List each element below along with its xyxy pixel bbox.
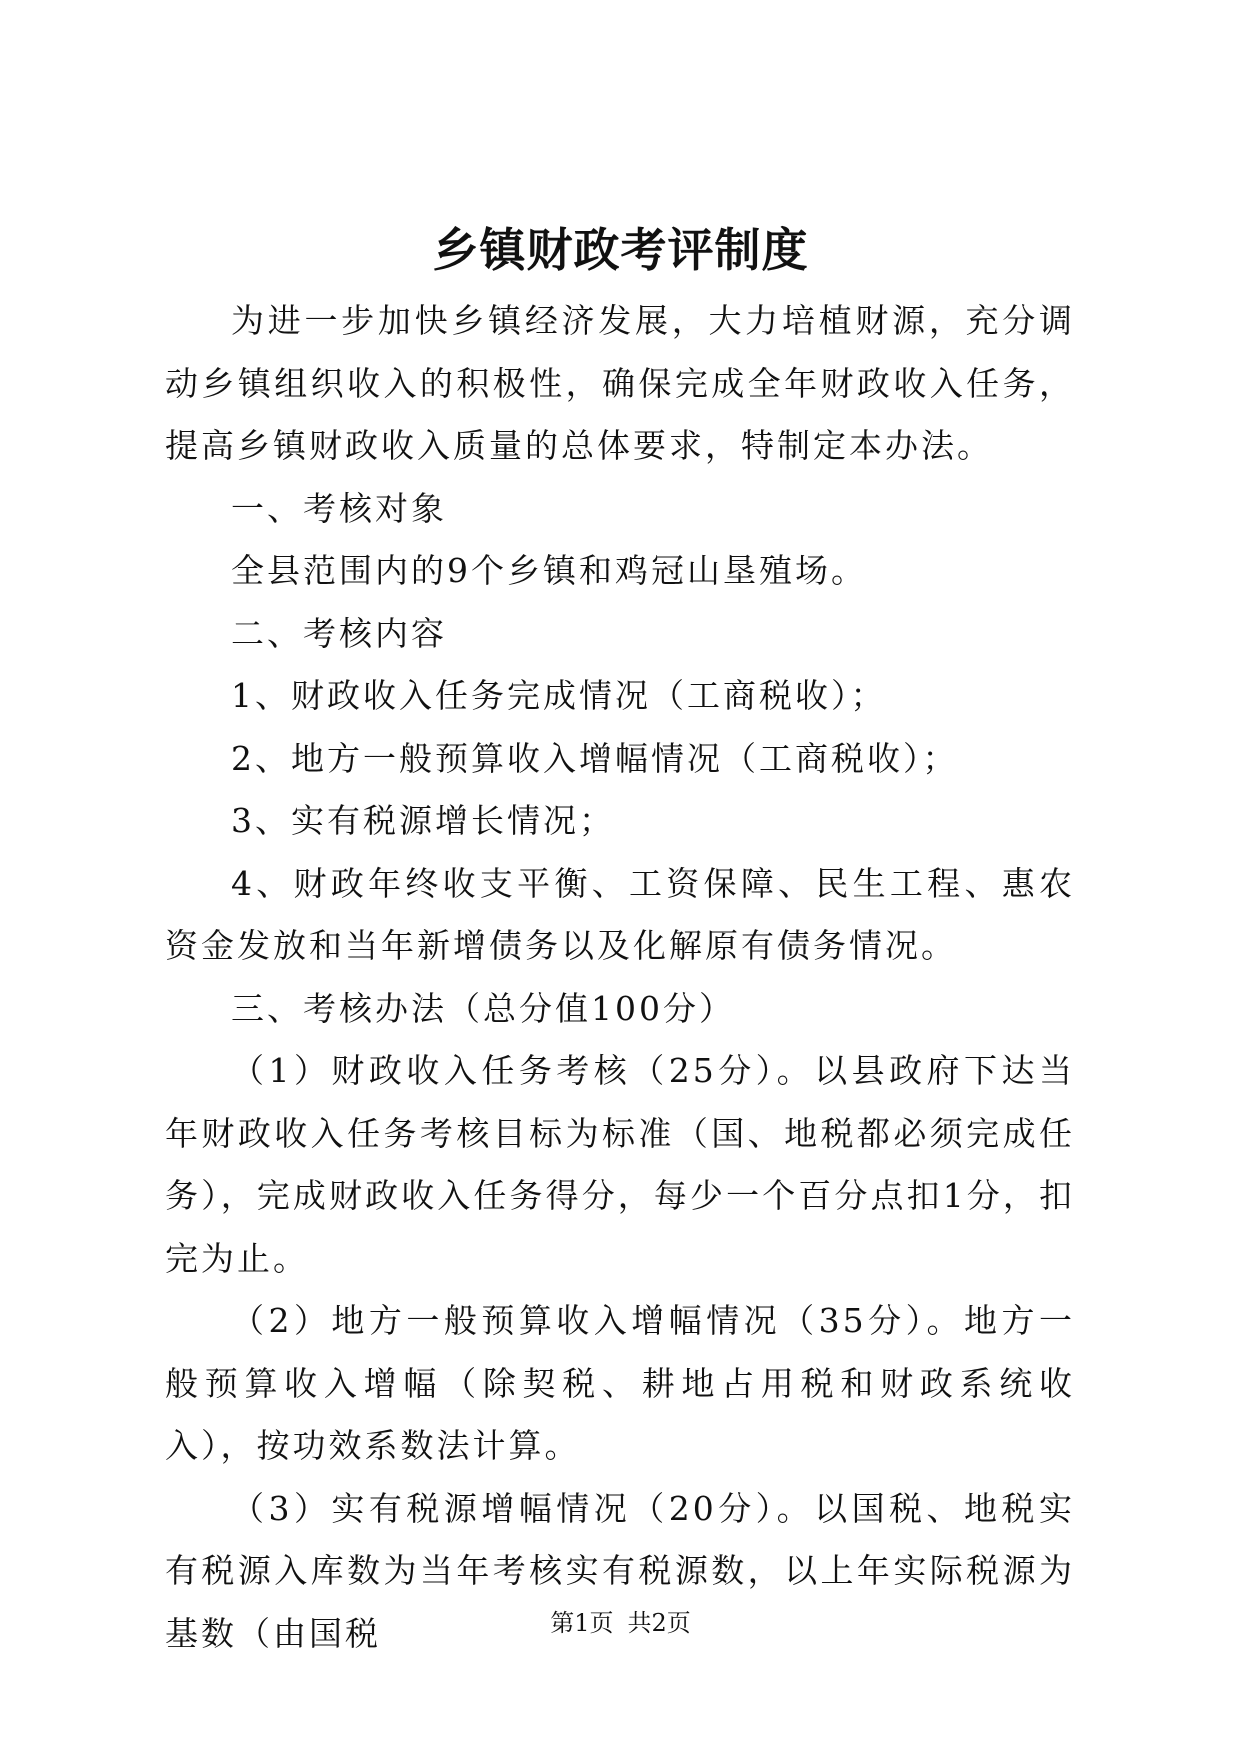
paragraph: （2）地方一般预算收入增幅情况（35分）。地方一般预算收入增幅（除契税、耕地占用税和财政系统收入），按功效系数法计算。 xyxy=(165,1301,1075,1465)
paragraph-intro: 为进一步加快乡镇经济发展，大力培植财源，充分调动乡镇组织收入的积极性，确保完成全年财政收入任务，提高乡镇财政收入质量的总体要求，特制定本办法。 xyxy=(165,301,1075,465)
section-heading-1: 一、考核对象 xyxy=(231,488,447,528)
section-heading-3: 三、考核办法（总分值100分） xyxy=(231,988,735,1028)
paragraph: 全县范围内的9个乡镇和鸡冠山垦殖场。 xyxy=(231,551,867,590)
paragraph: （3）实有税源增幅情况（20分）。以国税、地税实有税源入库数为当年考核实有税源数，以上年实际税源为基数（由国税 xyxy=(165,1488,1075,1653)
document-title: 乡镇财政考评制度 xyxy=(432,223,809,277)
document-body xyxy=(165,290,1075,1665)
section-heading-2: 二、考核内容 xyxy=(231,613,447,653)
paragraph: （1）财政收入任务考核（25分）。以县政府下达当年财政收入任务考核目标为标准（国、地税都必须完成任务），完成财政收入任务得分，每少一个百分点扣1分，扣完为止。 xyxy=(165,1051,1075,1278)
list-item: 4、财政年终收支平衡、工资保障、民生工程、惠农资金发放和当年新增债务以及化解原有债务情况。 xyxy=(165,863,1075,965)
page-footer xyxy=(0,1606,1241,1640)
list-item: 3、实有税源增长情况； xyxy=(231,801,615,840)
page-total: 共2页 xyxy=(627,1609,691,1637)
list-item: 1、财政收入任务完成情况（工商税收）； xyxy=(231,676,887,715)
list-item: 2、地方一般预算收入增幅情况（工商税收）； xyxy=(231,738,959,778)
page-number: 第1页 xyxy=(550,1609,614,1637)
